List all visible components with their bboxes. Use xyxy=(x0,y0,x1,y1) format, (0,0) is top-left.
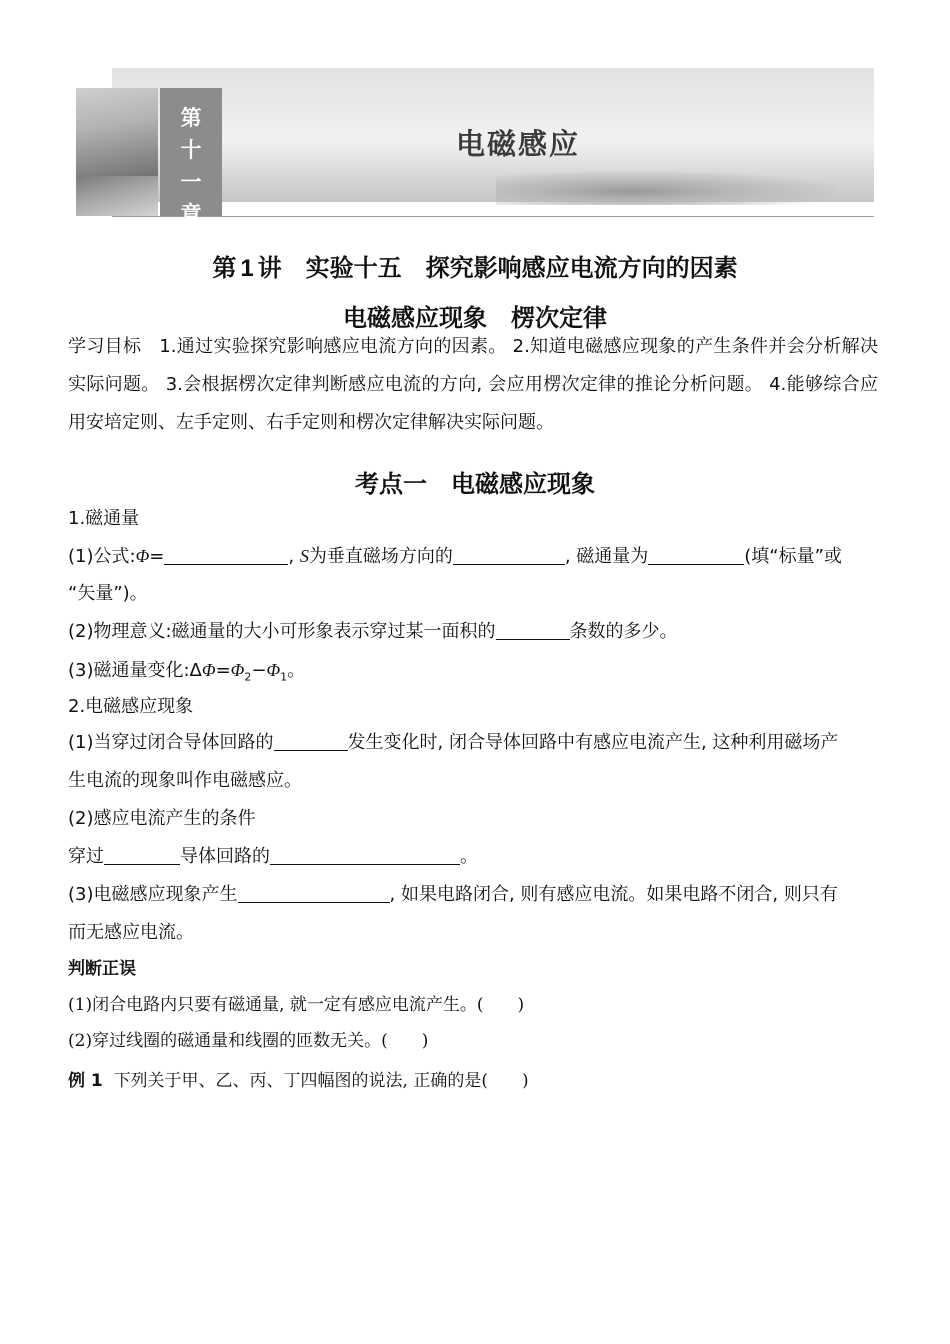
example-line xyxy=(68,1062,880,1100)
text-line: “矢量”)。 xyxy=(68,583,148,604)
fill-blank[interactable] xyxy=(104,844,180,865)
lecture-prefix: 第 xyxy=(212,254,237,282)
s-symbol: S xyxy=(299,546,309,566)
fill-blank[interactable] xyxy=(270,844,460,865)
section-title: 考点一 电磁感应现象 xyxy=(355,470,595,498)
text: 。 xyxy=(460,846,478,867)
physical-meaning-line xyxy=(68,613,880,651)
text: (2)物理意义:磁通量的大小可形象表示穿过某一面积的 xyxy=(68,621,496,642)
chapter-banner xyxy=(76,66,874,226)
goals-text: 1.通过实验探究影响感应电流方向的因素。 2.知道电磁感应现象的产生条件并会分析解决实际问题。 3.会根据楞次定律判断感应电流的方向, 会应用楞次定律的推论分析问题。 4.能够综合应用安培定则、左手定则、右手定则和楞次定律解决实际问题。 xyxy=(68,336,878,433)
judge-question: (2)穿过线圈的磁通量和线圈的匝数无关。( ) xyxy=(68,1031,429,1051)
phenomenon-line xyxy=(68,876,880,914)
text: 条数的多少。 xyxy=(569,621,678,642)
text: (1)公式: xyxy=(68,546,136,567)
phi-symbol: Φ xyxy=(266,660,281,680)
condition-line xyxy=(68,838,880,876)
text: = xyxy=(215,660,231,681)
chapter-char: 章 xyxy=(180,202,202,226)
subscript: 1 xyxy=(280,670,288,684)
banner-mist xyxy=(496,171,836,205)
fill-blank[interactable] xyxy=(238,882,390,903)
text-line: 而无感应电流。 xyxy=(68,922,194,943)
text: 导体回路的 xyxy=(180,846,270,867)
fill-blank[interactable] xyxy=(453,544,565,565)
chapter-label xyxy=(160,102,222,230)
judge-question: (1)闭合电路内只要有磁通量, 就一定有感应电流产生。( ) xyxy=(68,995,525,1015)
text: (3)磁通量变化:Δ xyxy=(68,660,202,681)
judge-heading: 判断正误 xyxy=(68,959,136,979)
flux-formula-line xyxy=(68,537,880,576)
phi-symbol: Φ xyxy=(230,660,245,680)
phi-symbol: Φ xyxy=(135,546,150,566)
text: 为垂直磁场方向的 xyxy=(308,546,453,567)
banner-rule xyxy=(112,216,874,217)
subtitle-part: 楞次定律 xyxy=(511,304,607,332)
text: 穿过 xyxy=(68,846,104,867)
lecture-name: 讲 实验十五 探究影响感应电流方向的因素 xyxy=(257,254,738,282)
fill-blank[interactable] xyxy=(274,730,348,751)
learning-goals xyxy=(68,328,878,442)
text: = xyxy=(149,546,165,567)
text: (1)当穿过闭合导体回路的 xyxy=(68,732,274,753)
photo-sea xyxy=(76,176,158,216)
text: (3)电磁感应现象产生 xyxy=(68,884,238,905)
text: , 如果电路闭合, 则有感应电流。如果电路不闭合, 则只有 xyxy=(389,884,838,905)
lecture-number: 1 xyxy=(240,255,254,282)
fill-blank[interactable] xyxy=(496,619,570,640)
coastline-photo xyxy=(76,88,158,216)
text: (填“标量”或 xyxy=(744,546,842,567)
chapter-title: 电磁感应 xyxy=(456,127,581,161)
fill-blank[interactable] xyxy=(648,544,744,565)
lecture-title xyxy=(0,248,950,283)
chapter-tab xyxy=(160,88,222,226)
section-heading: 1.磁通量 xyxy=(68,508,140,529)
text: − xyxy=(251,660,267,681)
text: 发生变化时, 闭合导体回路中有感应电流产生, 这种利用磁场产 xyxy=(347,732,839,753)
chapter-char: 第 xyxy=(180,106,202,130)
example-text: 下列关于甲、乙、丙、丁四幅图的说法, 正确的是( ) xyxy=(113,1071,529,1091)
chapter-char: 一 xyxy=(180,170,202,194)
text-line: (2)感应电流产生的条件 xyxy=(68,808,256,829)
chapter-char: 十 xyxy=(180,138,202,162)
fill-blank[interactable] xyxy=(164,544,288,565)
subscript: 2 xyxy=(244,670,252,684)
text-line: 生电流的现象叫作电磁感应。 xyxy=(68,770,302,791)
goals-label: 学习目标 xyxy=(68,336,142,357)
section-heading: 2.电磁感应现象 xyxy=(68,696,194,717)
text: , 磁通量为 xyxy=(564,546,649,567)
text: , xyxy=(288,546,295,567)
phi-symbol: Φ xyxy=(201,660,216,680)
text: 。 xyxy=(287,660,306,681)
induction-definition-line xyxy=(68,724,880,762)
subtitle-part: 电磁感应现象 xyxy=(343,304,487,332)
example-label: 例 1 xyxy=(68,1071,103,1091)
